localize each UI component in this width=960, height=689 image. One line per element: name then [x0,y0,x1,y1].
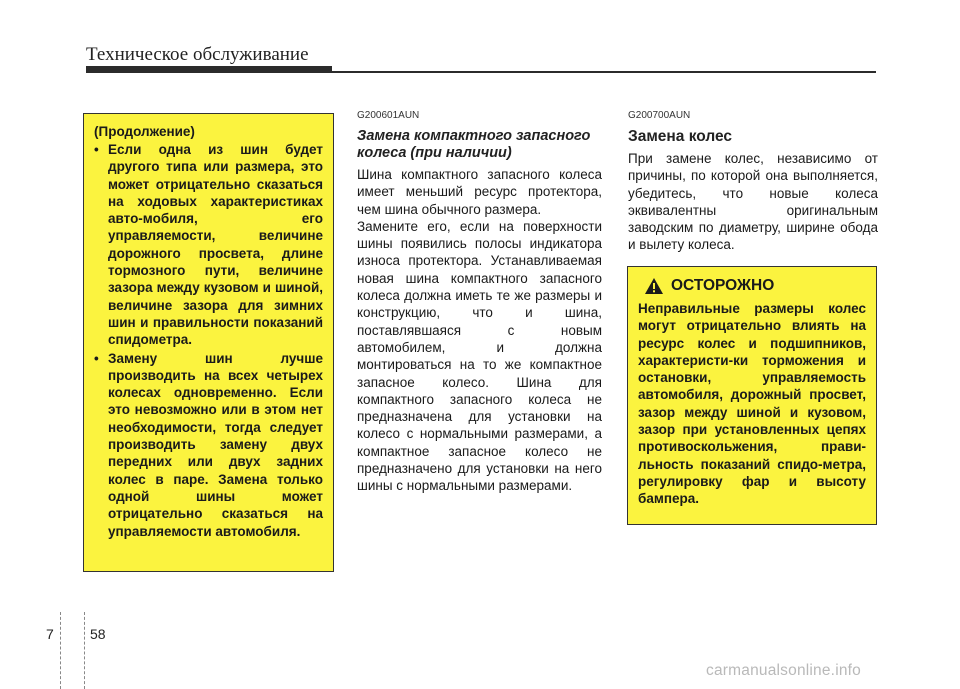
header-rule [332,71,876,73]
caution-text: Неправильные размеры колес могут отрицательно влиять на ресурс колес и подшипников, характеристи-ки торможения и остановки, управляемость автомобиля, дорожный просвет, зазор между шиной и кузовом, зазор при установленных цепях противоскольжения, прави-льность показаний спидо-метра, регулировку фар и высоту бампера. [638,301,866,507]
caution-header [644,277,866,295]
section-title: Замена колес [628,128,733,145]
watermark: carmanualsonline.info [706,662,861,679]
footer-divider-left [60,612,62,689]
header-bar [86,66,332,73]
compact-spare-section [357,110,602,495]
notice-bullet-list [94,141,323,540]
warning-triangle-icon [644,277,664,295]
section-paragraph-1: Шина компактного запасного колеса имеет меньший ресурс протектора, чем шина обычного размера. [357,167,602,217]
page-header-title: Техническое обслуживание [86,44,309,65]
continued-notice-box [83,113,334,572]
chapter-number: 7 [46,626,54,642]
wheel-replacement-section [628,110,878,254]
section-paragraph: При замене колес, независимо от причины, по которой она выполняется, убедитесь, что новые колеса эквивалентны оригинальным заводским по диаметру, ширине обода и вылету колеса. [628,151,878,253]
notice-bullet-2: • Замену шин лучше производить на всех четырех колесах одновременно. Если это невозможно или в этом нет необходимости, тогда следует производить замену двух передних или двух задних колес в паре. Замена только одной шины может отрицательно сказаться на управляемости автомобиля. [94,350,323,540]
page-number: 58 [90,626,106,642]
caution-title: ОСТОРОЖНО [671,277,775,294]
footer-divider-right [84,612,86,689]
section-code: G200601AUN [357,110,420,121]
caution-box [627,266,877,525]
section-paragraph-2: Замените его, если на поверхности шины появились полосы индикатора износа протектора. Устанавливаемая новая шина компактного запасного колеса должна иметь те же размеры и конструкцию, что и шина, поставлявшаяся с новым автомобилем, и должна монтироваться на то же компактное запасное колесо. Шина для компактного запасного колеса не предназначена для установки на колесо с нормальными размерами, а компактное запасное колесо не предназначено для установки на него шины с нормальными размерами. [357,218,602,494]
section-code: G200700AUN [628,110,691,121]
notice-bullet-1: • Если одна из шин будет другого типа или размера, это может отрицательно сказаться на ходовых характеристиках авто-мобиля, его управляемости, величине дорожного просвета, длине тормозного пути, величине зазора между кузовом и шиной, величине зазора для зимних шин и правильности показаний спидометра. [94,141,323,349]
continued-label: (Продолжение) [94,124,195,139]
section-title: Замена компактного запасного колеса (при наличии) [357,128,591,161]
